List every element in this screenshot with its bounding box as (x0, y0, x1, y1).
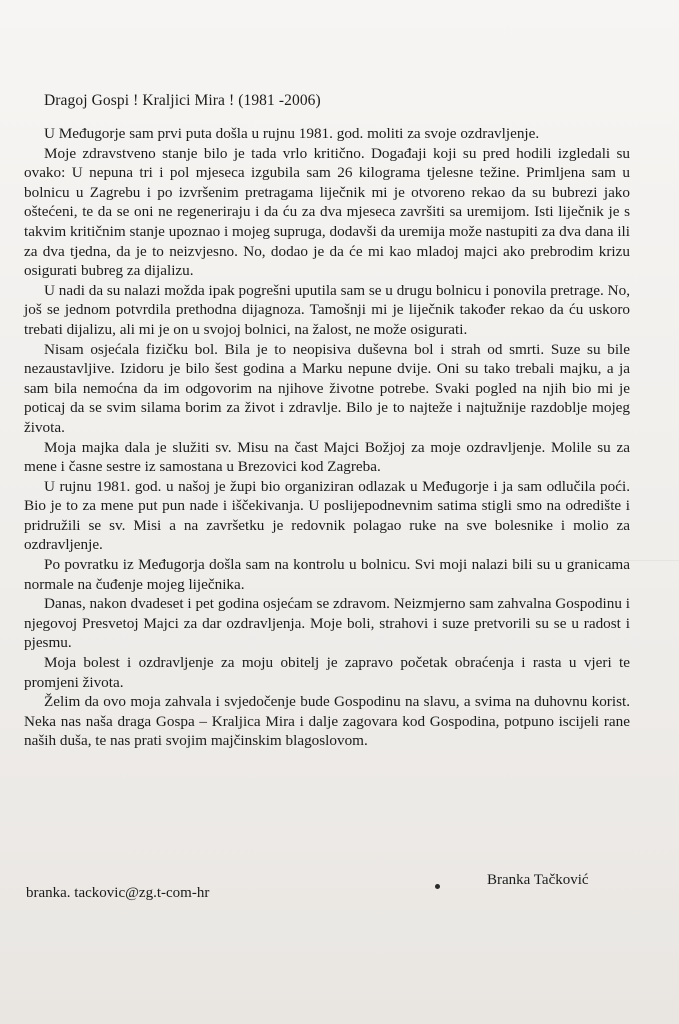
paragraph: U rujnu 1981. god. u našoj je župi bio organiziran odlazak u Međugorje i ja sam odlučila poći. Bio je to za mene put pun nade i iščekivanja. U poslijepodnevnim satima stigli smo na odredište i pridružili se sv. Misi a na završetku je redovnik polagao ruke na sve bolesnike i molio za ozdravljenje. (24, 477, 630, 554)
ink-dot (435, 884, 440, 889)
letter-title: Dragoj Gospi ! Kraljici Mira ! (1981 -2006) (44, 92, 321, 109)
paragraph: Nisam osjećala fizičku bol. Bila je to neopisiva duševna bol i strah od smrti. Suze su bile nezaustavljive. Izidoru je bilo šest godina a Marku nepune dvije. Oni su tako trebali majku, a ja sam bila nemoćna da im odgovorim na njihove životne potrebe. Svaki pogled na njih bio mi je poticaj da se svim silama borim za život i zdravlje. Bilo je to najteže i najtužnije razdoblje mojeg života. (24, 340, 630, 436)
paragraph: Moja bolest i ozdravljenje za moju obitelj je zapravo početak obraćenja i rasta u vjeri te promjeni života. (24, 654, 630, 691)
paragraph: Po povratku iz Međugorja došla sam na kontrolu u bolnicu. Svi moji nalazi bili su u granicama normale na čuđenje mojeg liječnika. (24, 556, 630, 593)
paragraph: Moje zdravstveno stanje bilo je tada vrlo kritično. Događaji koji su pred hodili izgledali su ovako: U nepuna tri i pol mjeseca izgubila sam 26 kilograma tjelesne težine. Primljena sam u bolnicu u Zagrebu i po izvršenim pretragama liječnik mi je otvoreno rekao da su bubrezi jako oštećeni, te da se oni ne regeneriraju i da ću za dva mjeseca završiti sa uremijom. Isti liječnik je s takvim kritičnim stanje upoznao i mojeg supruga, dodavši da uremija može nastupiti za dva dana ili za dva tjedna, da je to neizvjesno. No, dodao je da će mi kao mladoj majci ako prebrodim krizu osigurati bubreg za dijalizu. (24, 144, 630, 280)
letter-body (24, 124, 630, 751)
paragraph: Moja majka dala je služiti sv. Misu na čast Majci Božjoj za moje ozdravljenje. Molile su za mene i časne sestre iz samostana u Brezovici kod Zagreba. (24, 438, 630, 476)
paragraph: Želim da ovo moja zahvala i svjedočenje bude Gospodinu na slavu, a svima na duhovnu korist. Neka nas naša draga Gospa – Kraljica Mira i dalje zagovara kod Gospodina, potpuno iscijeli rane naših duša, te nas prati svojim majčinskim blagoslovom. (24, 693, 630, 750)
paragraph: U nadi da su nalazi možda ipak pogrešni uputila sam se u drugu bolnicu i ponovila pretrage. No, još se jednom potvrdila prethodna dijagnoza. Tamošnji mi je liječnik također rekao da ću uskoro trebati dijalizu, ali mi je on u svojoj bolnici, na žalost, ne može osigurati. (24, 281, 630, 338)
paragraph: U Međugorje sam prvi puta došla u rujnu 1981. god. moliti za svoje ozdravljenje. (44, 125, 540, 142)
signature: Branka Tačković (487, 872, 589, 888)
email-address: branka. tackovic@zg.t-com-hr (26, 885, 210, 901)
paragraph: Danas, nakon dvadeset i pet godina osjećam se zdravom. Neizmjerno sam zahvalna Gospodinu i njegovoj Presvetoj Majci za dar ozdravljenja. Moje boli, strahovi i suze pretvorili su se u radost i pjesmu. (24, 595, 630, 652)
paper-fold (520, 560, 679, 561)
